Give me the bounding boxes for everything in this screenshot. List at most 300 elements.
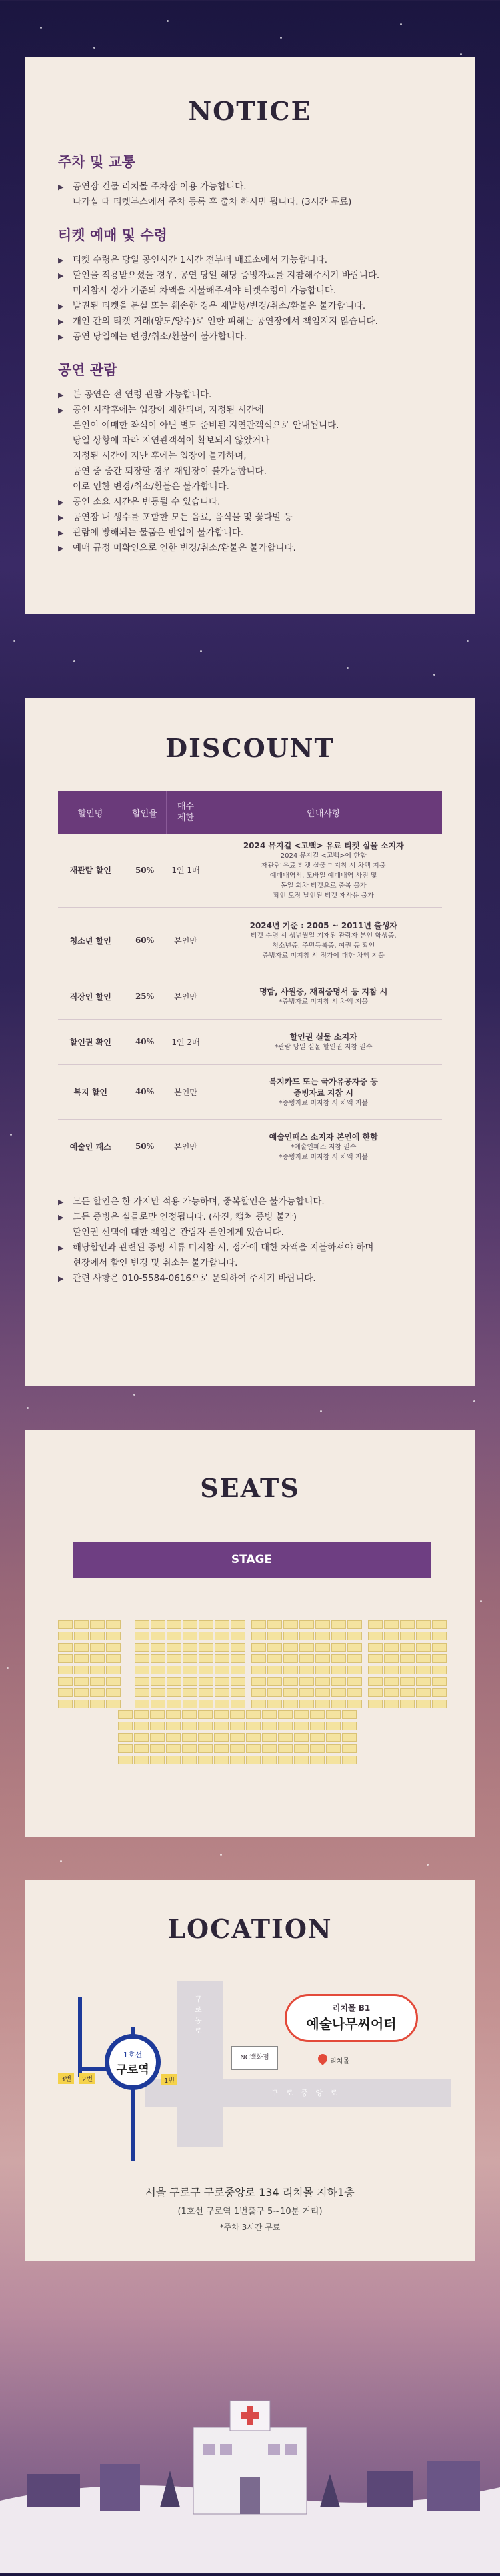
seat[interactable] — [315, 1632, 330, 1640]
seat[interactable] — [118, 1710, 133, 1719]
star — [10, 1134, 12, 1136]
viewing-list — [58, 387, 442, 556]
seat[interactable] — [167, 1677, 181, 1686]
seat[interactable] — [198, 1710, 213, 1719]
seat[interactable] — [151, 1688, 165, 1697]
seat[interactable] — [74, 1677, 89, 1686]
seat[interactable] — [315, 1620, 330, 1629]
seat[interactable] — [90, 1688, 105, 1697]
seat[interactable] — [326, 1733, 341, 1742]
seat[interactable] — [331, 1654, 346, 1663]
seat[interactable] — [215, 1677, 229, 1686]
seat[interactable] — [118, 1722, 133, 1730]
seat[interactable] — [118, 1756, 133, 1764]
seat[interactable] — [342, 1722, 357, 1730]
seat[interactable] — [294, 1733, 309, 1742]
seat[interactable] — [106, 1688, 121, 1697]
seat[interactable] — [400, 1654, 415, 1663]
seat[interactable] — [74, 1632, 89, 1640]
seat[interactable] — [326, 1756, 341, 1764]
seat[interactable] — [432, 1654, 447, 1663]
seat[interactable] — [278, 1744, 293, 1753]
seat[interactable] — [251, 1700, 266, 1708]
seat[interactable] — [368, 1666, 383, 1674]
seat[interactable] — [315, 1700, 330, 1708]
seat[interactable] — [262, 1722, 277, 1730]
seat[interactable] — [283, 1700, 298, 1708]
seat[interactable] — [283, 1620, 298, 1629]
seat[interactable] — [231, 1677, 245, 1686]
seat[interactable] — [199, 1620, 213, 1629]
seat[interactable] — [246, 1733, 261, 1742]
seat[interactable] — [342, 1733, 357, 1742]
seat[interactable] — [267, 1700, 282, 1708]
seat[interactable] — [198, 1756, 213, 1764]
seat[interactable] — [331, 1688, 346, 1697]
seat[interactable] — [90, 1666, 105, 1674]
seat[interactable] — [198, 1722, 213, 1730]
seat[interactable] — [90, 1677, 105, 1686]
seat[interactable] — [267, 1643, 282, 1652]
seat[interactable] — [416, 1643, 431, 1652]
seat[interactable] — [267, 1677, 282, 1686]
seat[interactable] — [400, 1677, 415, 1686]
seat[interactable] — [90, 1620, 105, 1629]
seat[interactable] — [251, 1666, 266, 1674]
seat[interactable] — [90, 1643, 105, 1652]
seat[interactable] — [262, 1744, 277, 1753]
seat[interactable] — [183, 1620, 197, 1629]
seat[interactable] — [347, 1688, 362, 1697]
seat[interactable] — [214, 1756, 229, 1764]
seat[interactable] — [432, 1700, 447, 1708]
list-item: ▶ 개인 간의 티켓 거래(양도/양수)로 인한 피해는 공연장에서 책임지지 않습니다. — [58, 314, 442, 329]
seat[interactable] — [198, 1733, 213, 1742]
seat[interactable] — [251, 1688, 266, 1697]
seat[interactable] — [135, 1632, 149, 1640]
seat[interactable] — [74, 1643, 89, 1652]
seat[interactable] — [246, 1722, 261, 1730]
seat[interactable] — [267, 1666, 282, 1674]
seat[interactable] — [151, 1700, 165, 1708]
seat[interactable] — [326, 1744, 341, 1753]
seat[interactable] — [199, 1688, 213, 1697]
seat[interactable] — [199, 1643, 213, 1652]
seat[interactable] — [342, 1744, 357, 1753]
seat[interactable] — [342, 1710, 357, 1719]
seat[interactable] — [90, 1700, 105, 1708]
seat[interactable] — [150, 1710, 165, 1719]
seat[interactable] — [267, 1632, 282, 1640]
seat[interactable] — [214, 1744, 229, 1753]
seat[interactable] — [231, 1632, 245, 1640]
seat[interactable] — [199, 1700, 213, 1708]
seat[interactable] — [283, 1632, 298, 1640]
seat[interactable] — [283, 1666, 298, 1674]
seat[interactable] — [215, 1688, 229, 1697]
seat[interactable] — [230, 1722, 245, 1730]
seat[interactable] — [231, 1666, 245, 1674]
seat[interactable] — [135, 1688, 149, 1697]
seat[interactable] — [183, 1666, 197, 1674]
seat[interactable] — [299, 1688, 314, 1697]
seat[interactable] — [183, 1643, 197, 1652]
seat[interactable] — [151, 1620, 165, 1629]
seat[interactable] — [310, 1710, 325, 1719]
seat[interactable] — [368, 1643, 383, 1652]
seat[interactable] — [251, 1632, 266, 1640]
seat[interactable] — [215, 1700, 229, 1708]
seat[interactable] — [251, 1654, 266, 1663]
seat[interactable] — [134, 1710, 149, 1719]
seat[interactable] — [150, 1722, 165, 1730]
seat[interactable] — [283, 1688, 298, 1697]
seat[interactable] — [58, 1632, 73, 1640]
seat[interactable] — [215, 1632, 229, 1640]
seat[interactable] — [299, 1620, 314, 1629]
seat[interactable] — [267, 1620, 282, 1629]
seat[interactable] — [182, 1744, 197, 1753]
seat[interactable] — [166, 1733, 181, 1742]
seat[interactable] — [198, 1744, 213, 1753]
seat[interactable] — [267, 1654, 282, 1663]
seat[interactable] — [416, 1632, 431, 1640]
seat[interactable] — [416, 1666, 431, 1674]
seat[interactable] — [368, 1620, 383, 1629]
list-item: ▶ 할인을 적용받으셨을 경우, 공연 당일 해당 증빙자료를 지참해주시기 바랍니다. 미지참시 정가 기준의 차액을 지불해주셔야 티켓수령이 가능합니다. — [58, 268, 442, 299]
seat[interactable] — [416, 1700, 431, 1708]
seat[interactable] — [58, 1620, 73, 1629]
seat[interactable] — [215, 1654, 229, 1663]
seat[interactable] — [331, 1700, 346, 1708]
seat[interactable] — [278, 1756, 293, 1764]
seat[interactable] — [347, 1700, 362, 1708]
seat[interactable] — [331, 1666, 346, 1674]
seat[interactable] — [310, 1733, 325, 1742]
notice-title: NOTICE — [188, 96, 312, 126]
seat[interactable] — [74, 1620, 89, 1629]
exit-badge-1: 1번 — [161, 2074, 177, 2085]
seat[interactable] — [315, 1654, 330, 1663]
seat[interactable] — [310, 1722, 325, 1730]
seat[interactable] — [135, 1666, 149, 1674]
seat[interactable] — [90, 1654, 105, 1663]
star — [60, 1860, 62, 1862]
seat[interactable] — [400, 1643, 415, 1652]
seat[interactable] — [166, 1756, 181, 1764]
ticket-list — [58, 253, 442, 345]
seat[interactable] — [106, 1643, 121, 1652]
discount-name: 직장인 할인 — [58, 974, 123, 1019]
list-item: ▶ 예매 규정 미확인으로 인한 변경/취소/환불은 불가합니다. — [58, 541, 442, 556]
discount-rate: 50% — [123, 1119, 167, 1174]
seat[interactable] — [400, 1666, 415, 1674]
seat[interactable] — [134, 1756, 149, 1764]
seat[interactable] — [368, 1654, 383, 1663]
seat[interactable] — [106, 1654, 121, 1663]
seat[interactable] — [384, 1700, 399, 1708]
seat[interactable] — [134, 1733, 149, 1742]
seat[interactable] — [166, 1710, 181, 1719]
seat[interactable] — [246, 1744, 261, 1753]
seat[interactable] — [230, 1744, 245, 1753]
seat[interactable] — [262, 1710, 277, 1719]
seat[interactable] — [326, 1710, 341, 1719]
seat[interactable] — [384, 1632, 399, 1640]
seat[interactable] — [331, 1632, 346, 1640]
seat[interactable] — [400, 1632, 415, 1640]
seat[interactable] — [231, 1620, 245, 1629]
seat[interactable] — [106, 1632, 121, 1640]
seat[interactable] — [251, 1620, 266, 1629]
seat[interactable] — [150, 1756, 165, 1764]
seat[interactable] — [182, 1722, 197, 1730]
seat[interactable] — [315, 1643, 330, 1652]
seat[interactable] — [182, 1710, 197, 1719]
seat[interactable] — [167, 1666, 181, 1674]
seat[interactable] — [135, 1620, 149, 1629]
seat[interactable] — [283, 1654, 298, 1663]
map — [58, 1961, 445, 2161]
star — [473, 1400, 475, 1402]
discount-table-wrap — [25, 791, 475, 1174]
seat[interactable] — [384, 1654, 399, 1663]
seat[interactable] — [183, 1632, 197, 1640]
seat[interactable] — [342, 1756, 357, 1764]
seat[interactable] — [299, 1677, 314, 1686]
seat[interactable] — [416, 1688, 431, 1697]
seat[interactable] — [310, 1756, 325, 1764]
seat[interactable] — [432, 1688, 447, 1697]
seat[interactable] — [182, 1733, 197, 1742]
seat[interactable] — [432, 1666, 447, 1674]
seat[interactable] — [400, 1620, 415, 1629]
seat[interactable] — [183, 1654, 197, 1663]
seat[interactable] — [74, 1700, 89, 1708]
seat[interactable] — [167, 1688, 181, 1697]
seat[interactable] — [384, 1688, 399, 1697]
seat[interactable] — [150, 1744, 165, 1753]
seat[interactable] — [299, 1666, 314, 1674]
seat[interactable] — [151, 1632, 165, 1640]
seat[interactable] — [432, 1632, 447, 1640]
seat[interactable] — [384, 1666, 399, 1674]
list-item: ▶ 관람에 방해되는 물품은 반입이 불가합니다. — [58, 525, 442, 541]
seat[interactable] — [432, 1677, 447, 1686]
seat[interactable] — [183, 1677, 197, 1686]
seat[interactable] — [74, 1666, 89, 1674]
seat[interactable] — [90, 1632, 105, 1640]
seat[interactable] — [231, 1654, 245, 1663]
seat[interactable] — [199, 1632, 213, 1640]
seat[interactable] — [299, 1654, 314, 1663]
seat[interactable] — [166, 1744, 181, 1753]
seat[interactable] — [283, 1643, 298, 1652]
seat[interactable] — [182, 1756, 197, 1764]
seat[interactable] — [214, 1710, 229, 1719]
star — [27, 1407, 29, 1409]
seat[interactable] — [347, 1677, 362, 1686]
nc-building — [231, 2046, 278, 2070]
seat[interactable] — [106, 1666, 121, 1674]
hospital-illustration — [0, 2334, 500, 2573]
discount-info: 명함, 사원증, 재직증명서 등 지참 시 *증빙자료 미지참 시 차액 지불 — [205, 974, 443, 1019]
seat[interactable] — [230, 1710, 245, 1719]
seat[interactable] — [278, 1722, 293, 1730]
seat[interactable] — [214, 1722, 229, 1730]
seat[interactable] — [199, 1677, 213, 1686]
seat[interactable] — [315, 1688, 330, 1697]
road-label-vertical: 구 로 동 로 — [195, 1995, 202, 2035]
seat[interactable] — [262, 1733, 277, 1742]
seat[interactable] — [199, 1654, 213, 1663]
seat[interactable] — [118, 1744, 133, 1753]
notice-panel — [25, 57, 475, 614]
seat[interactable] — [135, 1677, 149, 1686]
seat[interactable] — [106, 1677, 121, 1686]
seat[interactable] — [167, 1620, 181, 1629]
seat[interactable] — [106, 1700, 121, 1708]
seat[interactable] — [294, 1722, 309, 1730]
notice-section-ticket — [58, 225, 442, 345]
seat-map — [25, 1430, 475, 1837]
seat[interactable] — [167, 1654, 181, 1663]
table-row — [58, 974, 442, 1019]
seat[interactable] — [215, 1666, 229, 1674]
seat[interactable] — [384, 1677, 399, 1686]
seat[interactable] — [347, 1654, 362, 1663]
seat[interactable] — [326, 1722, 341, 1730]
seat[interactable] — [400, 1700, 415, 1708]
seat[interactable] — [215, 1620, 229, 1629]
seat[interactable] — [384, 1620, 399, 1629]
seat[interactable] — [134, 1722, 149, 1730]
seat[interactable] — [400, 1688, 415, 1697]
seat[interactable] — [299, 1700, 314, 1708]
exit-badge-2: 2번 — [79, 2073, 95, 2084]
seat[interactable] — [251, 1677, 266, 1686]
seat[interactable] — [299, 1632, 314, 1640]
seat[interactable] — [331, 1620, 346, 1629]
seat[interactable] — [134, 1744, 149, 1753]
seat[interactable] — [315, 1666, 330, 1674]
seat[interactable] — [278, 1710, 293, 1719]
seat[interactable] — [166, 1722, 181, 1730]
seat[interactable] — [310, 1744, 325, 1753]
section-heading: 주차 및 교통 — [58, 153, 136, 170]
seat[interactable] — [347, 1620, 362, 1629]
seat[interactable] — [151, 1666, 165, 1674]
list-item: ▶ 해당할인과 관련된 증빙 서류 미지참 시, 정가에 대한 차액을 지불하셔야 하며 현장에서 할인 변경 및 취소는 불가합니다. — [58, 1240, 442, 1271]
seat[interactable] — [278, 1733, 293, 1742]
seat[interactable] — [347, 1666, 362, 1674]
seat[interactable] — [183, 1688, 197, 1697]
seat[interactable] — [135, 1654, 149, 1663]
seat[interactable] — [58, 1677, 73, 1686]
list-item: ▶ 공연 시작후에는 입장이 제한되며, 지정된 시간에 본인이 예매한 좌석이 아닌 별도 준비된 지연관객석으로 안내됩니다. 당일 상황에 따라 지연관객석이 확보되지 않았거나 지정된 시간이 지난 후에는 입장이 불가하며, 공연 중 중간 퇴장할 경우 재입장이 불가능합니다. 이로 인한 변경/취소/환불은 불가합니다. — [58, 403, 442, 495]
seat[interactable] — [58, 1700, 73, 1708]
seat[interactable] — [347, 1632, 362, 1640]
seat[interactable] — [246, 1710, 261, 1719]
seat[interactable] — [299, 1643, 314, 1652]
seat[interactable] — [294, 1710, 309, 1719]
seat[interactable] — [262, 1756, 277, 1764]
seat[interactable] — [215, 1643, 229, 1652]
discount-notes — [58, 1194, 442, 1286]
seat[interactable] — [368, 1688, 383, 1697]
seat[interactable] — [416, 1677, 431, 1686]
seat[interactable] — [167, 1643, 181, 1652]
notice-section-viewing — [58, 359, 442, 556]
seat[interactable] — [135, 1700, 149, 1708]
seat[interactable] — [74, 1654, 89, 1663]
seat[interactable] — [246, 1756, 261, 1764]
list-item: ▶ 모든 할인은 한 가지만 적용 가능하며, 중복할인은 불가능합니다. — [58, 1194, 442, 1210]
seat[interactable] — [151, 1677, 165, 1686]
seat[interactable] — [167, 1700, 181, 1708]
seat[interactable] — [368, 1700, 383, 1708]
seat[interactable] — [58, 1688, 73, 1697]
seat[interactable] — [432, 1620, 447, 1629]
seat[interactable] — [231, 1700, 245, 1708]
seat[interactable] — [294, 1756, 309, 1764]
seat[interactable] — [294, 1744, 309, 1753]
seat[interactable] — [106, 1620, 121, 1629]
seat[interactable] — [118, 1733, 133, 1742]
road-label-horizontal: 구 로 중 앙 로 — [271, 2089, 341, 2097]
seat[interactable] — [331, 1677, 346, 1686]
discount-name: 할인권 확인 — [58, 1019, 123, 1064]
seat[interactable] — [231, 1688, 245, 1697]
seat[interactable] — [432, 1643, 447, 1652]
seat[interactable] — [331, 1643, 346, 1652]
seat[interactable] — [151, 1654, 165, 1663]
seat[interactable] — [135, 1643, 149, 1652]
seat[interactable] — [214, 1733, 229, 1742]
seat[interactable] — [183, 1700, 197, 1708]
seat[interactable] — [384, 1643, 399, 1652]
seat[interactable] — [74, 1688, 89, 1697]
seat[interactable] — [151, 1643, 165, 1652]
discount-info: 예술인패스 소지자 본인에 한함 *예술인패스 지참 필수 *증빙자료 미지참 시 차액 지불 — [205, 1119, 443, 1174]
seat[interactable] — [315, 1677, 330, 1686]
seat[interactable] — [230, 1733, 245, 1742]
discount-info: 할인권 실물 소지자 *관람 당일 실물 할인권 지참 필수 — [205, 1019, 443, 1064]
seat[interactable] — [347, 1643, 362, 1652]
star — [73, 660, 75, 662]
seat[interactable] — [167, 1632, 181, 1640]
discount-rate: 40% — [123, 1019, 167, 1064]
seat[interactable] — [368, 1677, 383, 1686]
seat[interactable] — [150, 1733, 165, 1742]
seat[interactable] — [231, 1643, 245, 1652]
seat[interactable] — [267, 1688, 282, 1697]
seat[interactable] — [230, 1756, 245, 1764]
section-heading: 티켓 예매 및 수령 — [58, 227, 167, 243]
seat[interactable] — [368, 1632, 383, 1640]
discount-info: 복지카드 또는 국가유공자증 등 증빙자료 지참 시 *증빙자료 미지참 시 차액 지불 — [205, 1064, 443, 1119]
location-pin-icon — [316, 2052, 329, 2065]
seat[interactable] — [416, 1654, 431, 1663]
seat[interactable] — [251, 1643, 266, 1652]
list-item: ▶ 본 공연은 전 연령 관람 가능합니다. — [58, 387, 442, 403]
seat[interactable] — [58, 1643, 73, 1652]
seat[interactable] — [58, 1666, 73, 1674]
seat[interactable] — [416, 1620, 431, 1629]
seat[interactable] — [283, 1677, 298, 1686]
seat[interactable] — [199, 1666, 213, 1674]
seat[interactable] — [58, 1654, 73, 1663]
